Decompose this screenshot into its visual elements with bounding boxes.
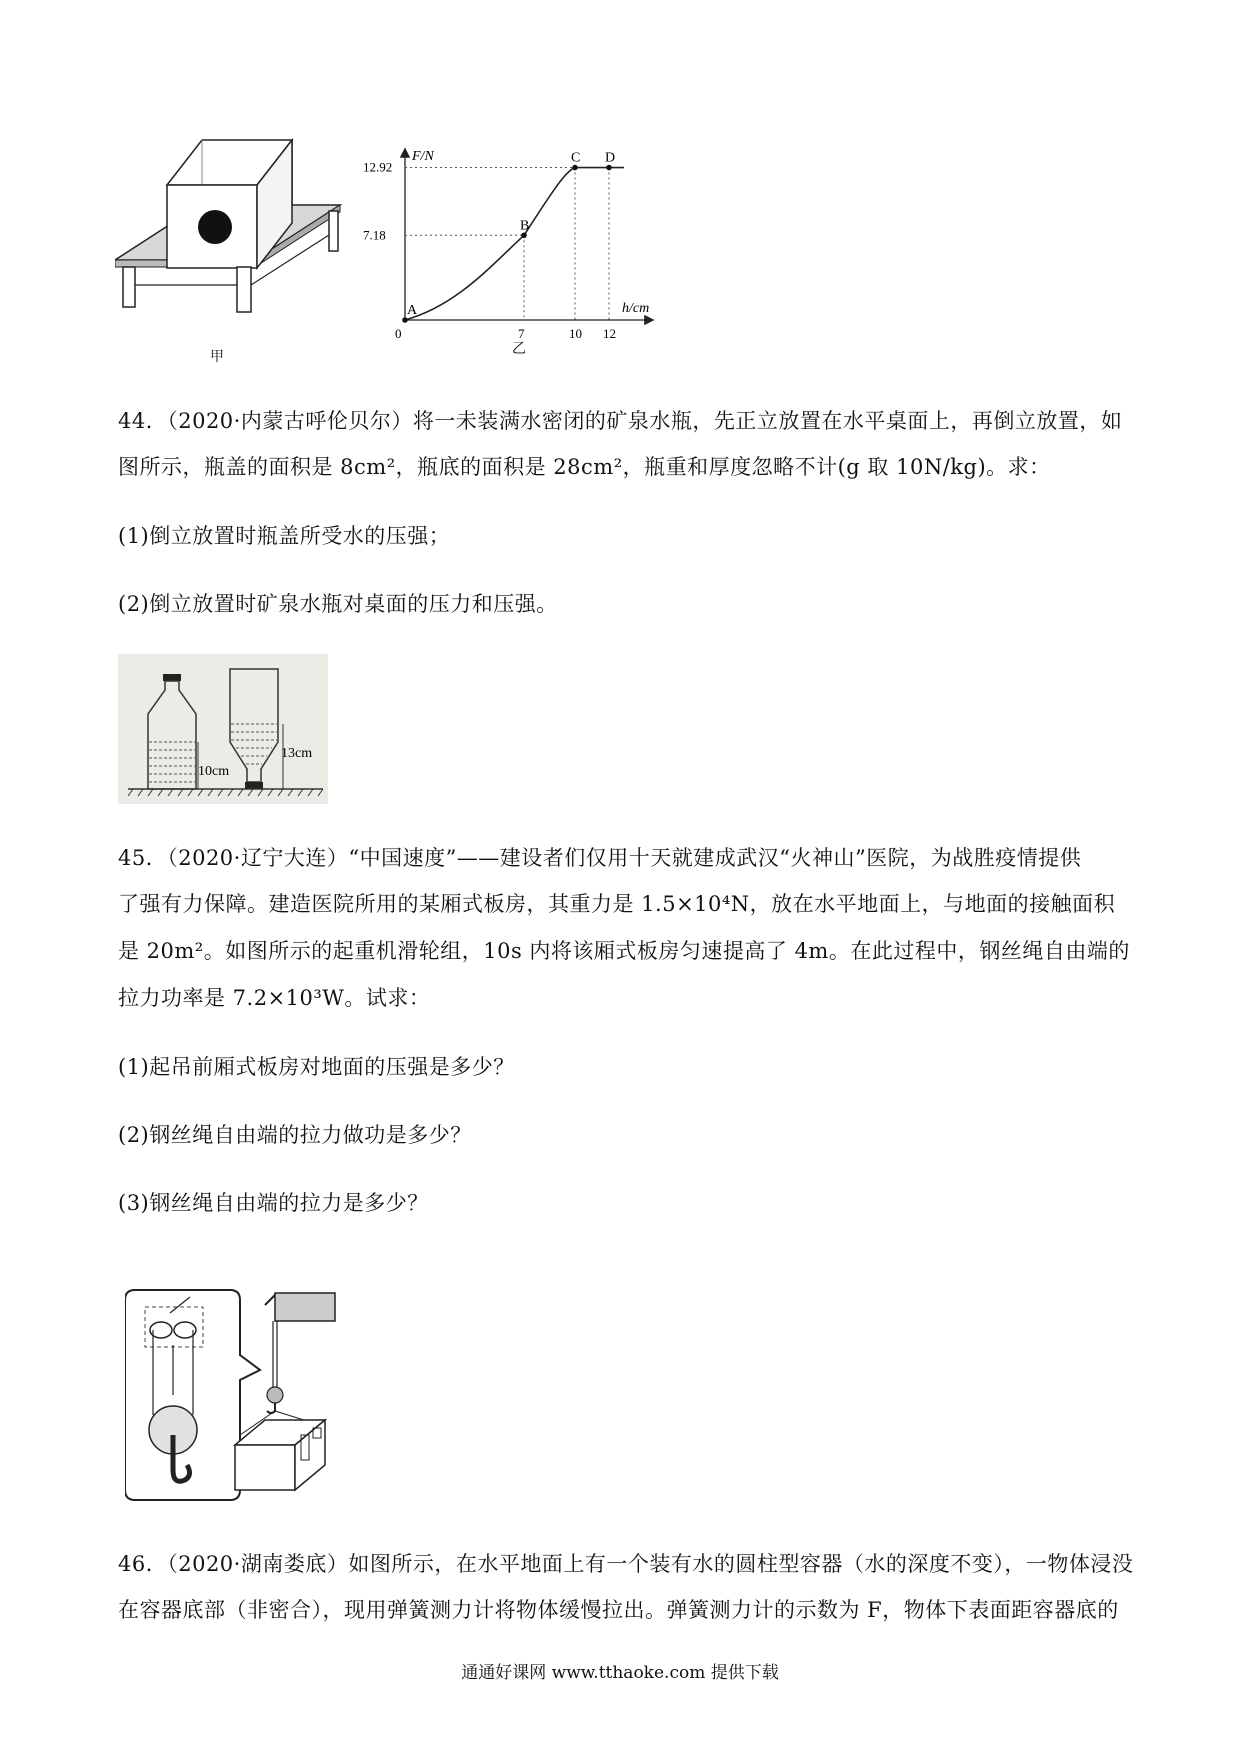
data-point-C [572, 165, 578, 171]
data-point-D [606, 165, 612, 171]
y-tick-label: 12.92 [363, 159, 393, 175]
x-tick-label: 12 [603, 326, 616, 341]
q45-line-2: 了强有力保障。建造医院所用的某厢式板房，其重力是 1.5×10⁴N，放在水平地面上，与地面的接触面积 [118, 892, 1116, 916]
data-point-A [402, 317, 408, 323]
x-tick-label: 0 [395, 326, 402, 341]
x-axis-label: h/cm [622, 301, 650, 316]
q45-line-4: 拉力功率是 7.2×10³W。试求： [118, 986, 431, 1010]
force-depth-chart [360, 140, 670, 360]
force-curve [405, 168, 624, 320]
bottle-figure [118, 654, 328, 804]
q44-sub-2: (2)倒立放置时矿泉水瓶对桌面的压力和压强。 [118, 592, 558, 616]
ball-icon [198, 210, 232, 244]
q45-sub-2: (2)钢丝绳自由端的拉力做功是多少？ [118, 1123, 472, 1147]
point-label-B: B [520, 218, 530, 234]
q44-line-1: 44．（2020·内蒙古呼伦贝尔）将一未装满水密闭的矿泉水瓶，先正立放置在水平桌面上，再倒立放置，如 [118, 409, 1123, 433]
q44-line-2: 图所示，瓶盖的面积是 8cm²，瓶底的面积是 28cm²，瓶重和厚度忽略不计(g 取 10N/kg)。求： [118, 455, 1051, 479]
point-label-A: A [407, 303, 418, 318]
crane-pulley-figure [125, 1285, 355, 1505]
point-label-D: D [605, 150, 616, 166]
q46-line-2: 在容器底部（非密合），现用弹簧测力计将物体缓慢拉出。弹簧测力计的示数为 F，物体下表面距容器底的 [118, 1598, 1119, 1622]
table-cube-figure [115, 135, 375, 365]
q45-line-3: 是 20m²。如图所示的起重机滑轮组，10s 内将该厢式板房匀速提高了 4m。在此过程中，钢丝绳自由端的 [118, 939, 1130, 963]
bottle-height-right: 13cm [281, 746, 313, 761]
q46-line-1: 46．（2020·湖南娄底）如图所示，在水平地面上有一个装有水的圆柱型容器（水的深度不变），一物体浸没 [118, 1552, 1134, 1576]
q45-sub-3: (3)钢丝绳自由端的拉力是多少？ [118, 1191, 429, 1215]
y-tick-label: 7.18 [363, 227, 386, 243]
q45-line-1: 45．（2020·辽宁大连）“中国速度”——建设者们仅用十天就建成武汉“火神山”医院，为战胜疫情提供 [118, 846, 1082, 870]
x-tick-label: 7 [518, 326, 525, 341]
point-label-C: C [571, 150, 581, 166]
figure-caption-left: 甲 [210, 349, 224, 365]
q45-sub-1: (1)起吊前厢式板房对地面的压强是多少？ [118, 1055, 515, 1079]
page-footer: 通通好课网 www.tthaoke.com 提供下载 [461, 1663, 779, 1683]
q44-sub-1: (1)倒立放置时瓶盖所受水的压强； [118, 524, 451, 548]
figure-caption-right: 乙 [512, 341, 526, 357]
x-tick-label: 10 [569, 326, 582, 341]
bottle-height-left: 10cm [198, 764, 230, 779]
data-point-B [521, 232, 527, 238]
y-axis-label: F/N [412, 149, 434, 164]
